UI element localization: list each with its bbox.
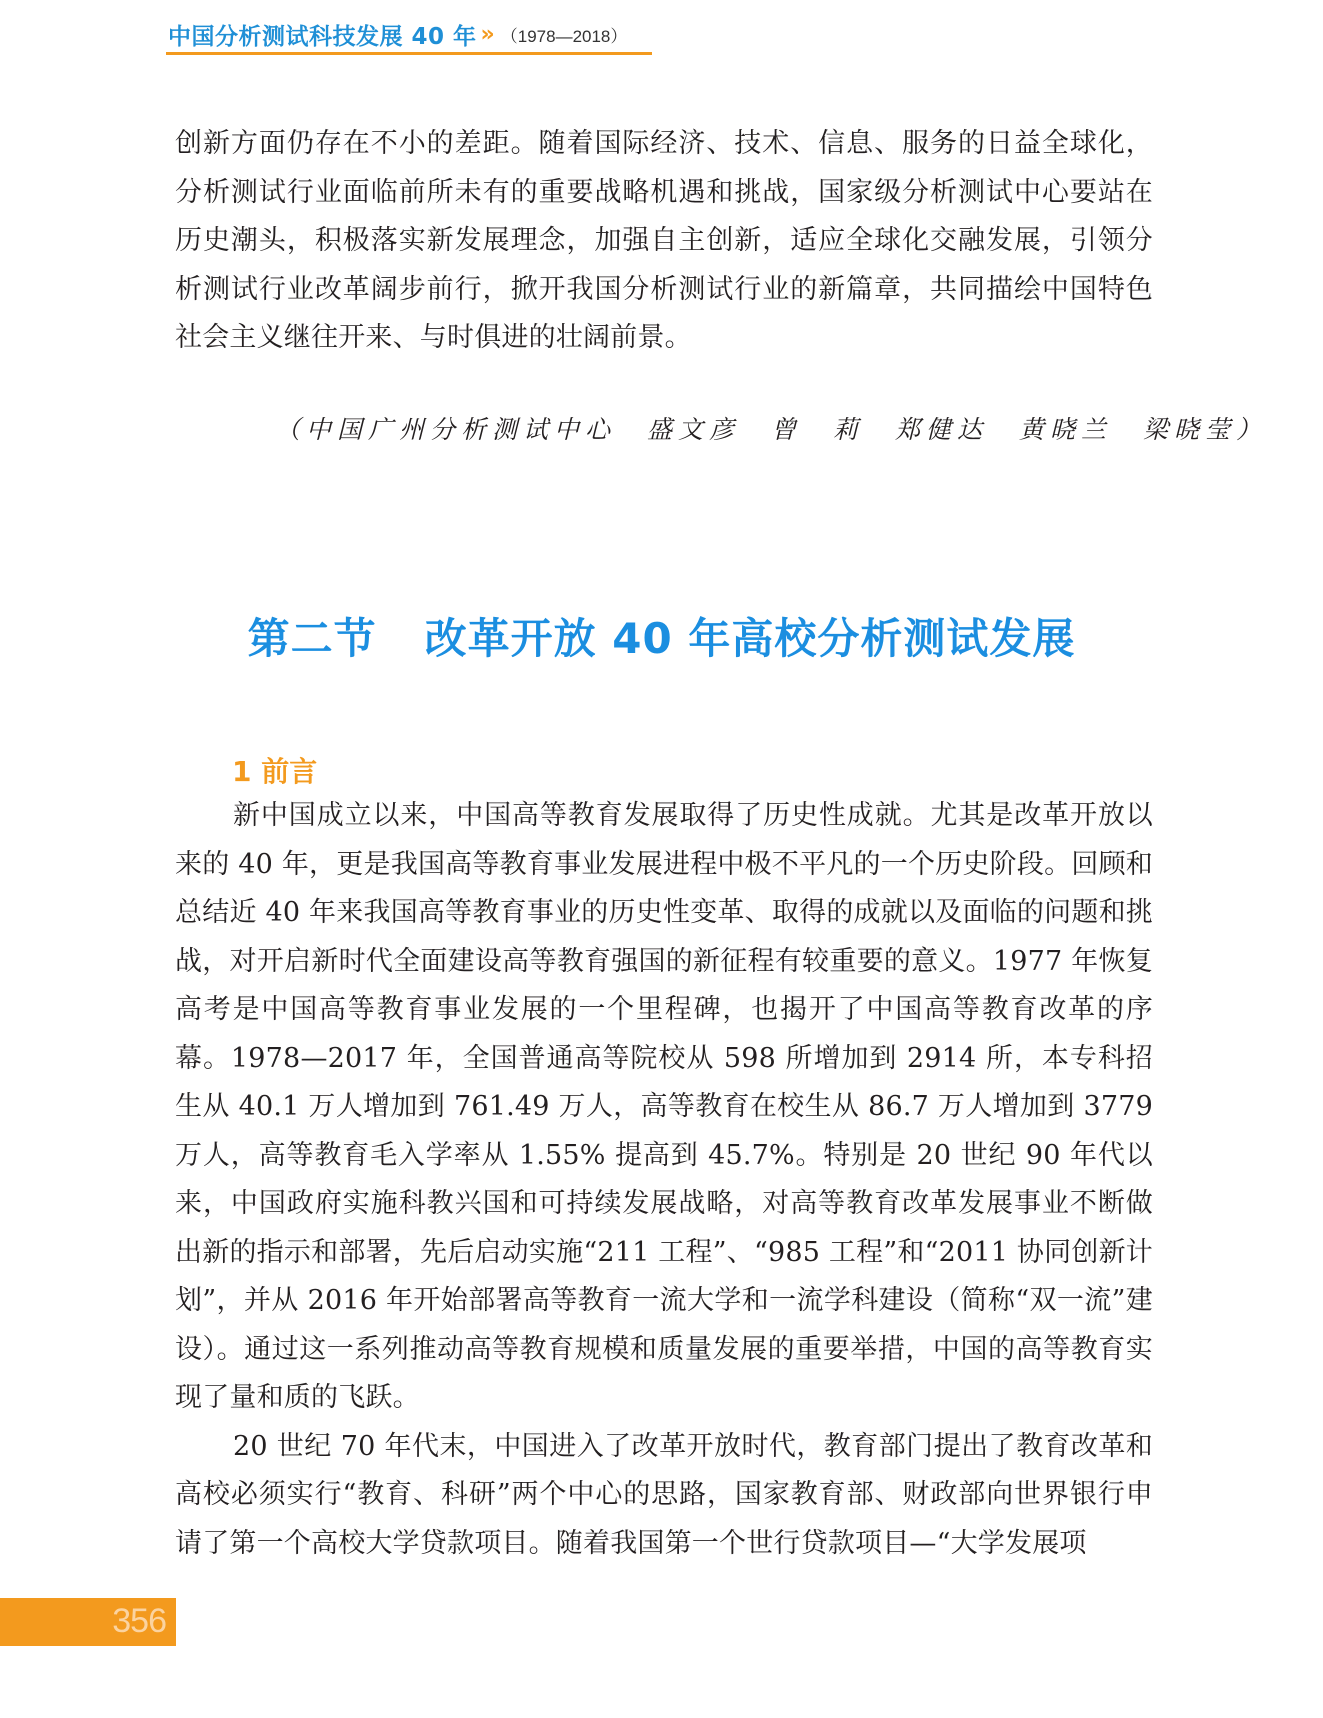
page-number: 356 [112,1602,166,1640]
body-text-block [175,792,1153,1568]
section-heading [0,606,1323,666]
section-label: 第二节 [247,614,377,663]
intro-paragraph: 创新方面仍存在不小的差距。随着国际经济、技术、信息、服务的日益全球化，分析测试行业面临前所未有的重要战略机遇和挑战，国家级分析测试中心要站在历史潮头，积极落实新发展理念，加强自主创新，适应全球化交融发展，引领分析测试行业改革阔步前行，掀开我国分析测试行业的新篇章，共同描绘中国特色社会主义继往开来、与时俱进的壮阔前景。 [175,128,1153,353]
header-rule [166,52,652,55]
body-paragraph-2: 20 世纪 70 年代末，中国进入了改革开放时代，教育部门提出了教育改革和高校必须实行“教育、科研”两个中心的思路，国家教育部、财政部向世界银行申请了第一个高校大学贷款项目。随着我国第一个世行贷款项目—“大学发展项 [175,1430,1153,1559]
running-header [168,14,627,54]
body-paragraph-1: 新中国成立以来，中国高等教育发展取得了历史性成就。尤其是改革开放以来的 40 年，更是我国高等教育事业发展进程中极不平凡的一个历史阶段。回顾和总结近 40 年来我国高等教育事业的历史性变革、取得的成就以及面临的问题和挑战，对开启新时代全面建设高等教育强国的新征程有较重要的意义。1977 年恢复高考是中国高等教育事业发展的一个里程碑，也揭开了中国高等教育改革的序幕。1978—2017 年，全国普通高等院校从 598 所增加到 2914 所，本专科招生从 40.1 万人增加到 761.49 万人，高等教育在校生从 86.7 万人增加到 3779 万人，高等教育毛入学率从 1.55% 提高到 45.7%。特别是 20 世纪 90 年代以来，中国政府实施科教兴国和可持续发展战略，对高等教育改革发展事业不断做出新的指示和部署，先后启动实施“211 工程”、“985 工程”和“2011 协同创新计划”，并从 2016 年开始部署高等教育一流大学和一流学科建设（简称“双一流”建设）。通过这一系列推动高等教育规模和质量发展的重要举措，中国的高等教育实现了量和质的飞跃。 [175,800,1153,1413]
intro-text-block [175,120,1153,363]
book-years: （1978—2018） [500,26,628,46]
page-number-box [0,1598,176,1646]
author-credit: （中国广州分析测试中心 盛文彦 曾 莉 郑健达 黄晓兰 梁晓莹） [275,415,1268,444]
section-title: 改革开放 40 年高校分析测试发展 [424,614,1076,663]
subsection-heading: 1 前言 [232,755,318,788]
book-title: 中国分析测试科技发展 40 年 [168,23,477,50]
double-chevron-icon: » [480,21,495,47]
